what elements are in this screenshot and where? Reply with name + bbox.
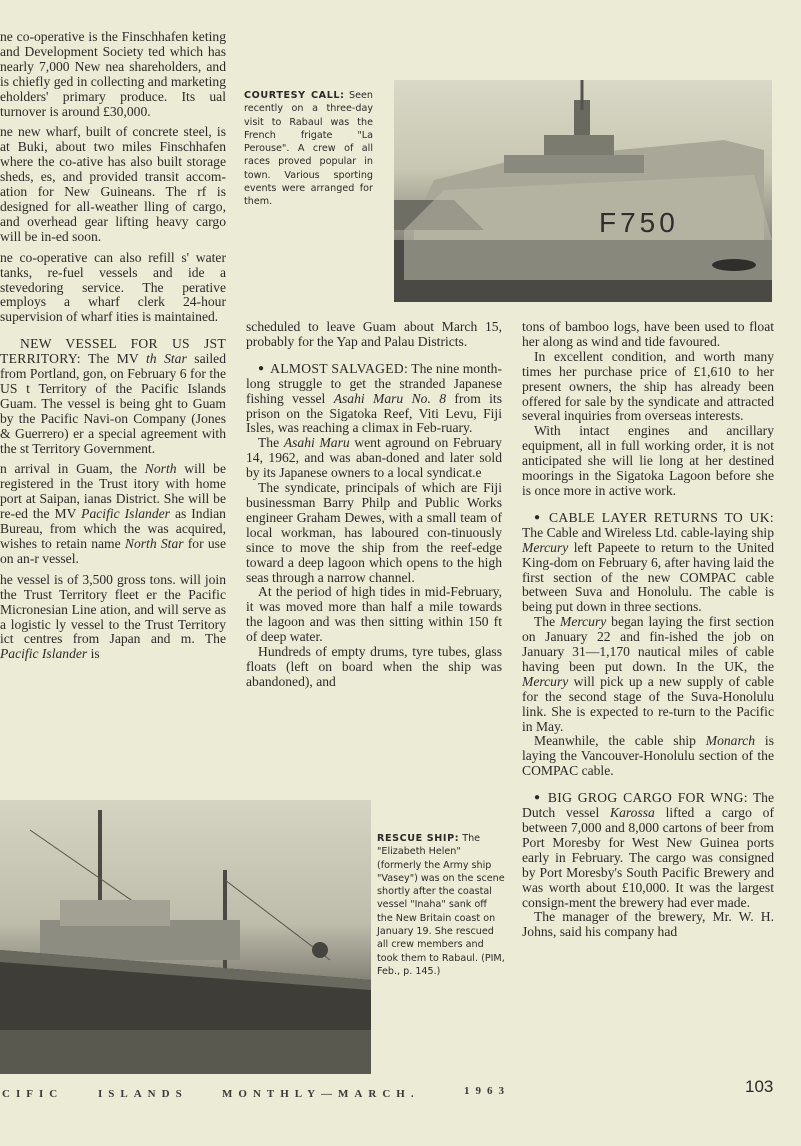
- photo-caption-rescue-ship: RESCUE SHIP: The "Elizabeth Helen" (formerly the Army ship "Vasey") was on the scene shortly after the coastal vessel "Inaha" sank off the New Britain coast on January 19. She rescued all crew members and took them to Rabaul. (PIM, Feb., p. 145.): [377, 833, 505, 977]
- paragraph: The Mercury began laying the first section on January 22 and fin-ished the job on January 31—1,170 nautical miles of cable having been put down. In the UK, the Mercury will pick up a new supply of cable for the second stage of the Suva-Honolulu link. She is expected to re-turn to the Pacific in May.: [522, 614, 774, 734]
- paragraph: ne new wharf, built of concrete steel, is at Buki, about two miles Finschhafen where the co-ative has also built storage sheds, es, and provided transit accom-ation for New Guineans. The rf is designed for all-weather lling of cargo, and overhead gear lifting heavy cargo will be in-ed soon.: [0, 124, 226, 244]
- frigate-illustration: [394, 80, 772, 302]
- paragraph: ● BIG GROG CARGO FOR WNG: The Dutch vessel Karossa lifted a cargo of between 7,000 and 8,000 cartons of beer from Port Moresby for West New Guinea ports early in February. The cargo was consigned by Port Moresby's South Pacific Brewery and was worth about £10,000. It was the largest consign-ment the brewery had ever made.: [522, 790, 774, 910]
- caption-label: COURTESY CALL:: [244, 90, 345, 101]
- section-heading: CABLE LAYER RETURNS TO UK:: [549, 509, 774, 525]
- bullet-icon: ●: [534, 792, 542, 804]
- paragraph: scheduled to leave Guam about March 15, probably for the Yap and Palau Districts.: [246, 319, 502, 349]
- paragraph: tons of bamboo logs, have been used to float her along as wind and tide favoured.: [522, 319, 774, 349]
- paragraph: In excellent condition, and worth many times her purchase price of £1,610 to her present owners, the ship has already been offered for sale by the syndicate and attracted several inquiries from overseas interests.: [522, 348, 774, 424]
- section-heading: ALMOST SALVAGED:: [270, 360, 409, 376]
- paragraph: ne co-operative can also refill s' water tanks, re-fuel vessels and ide a stevedoring service. The perative employs a wharf clerk 24-hour supervision of wharf ities is maintained.: [0, 249, 226, 325]
- rescue-ship-photo: [0, 800, 371, 1074]
- paragraph: ne co-operative is the Finschhafen keting and Development Society ted which has nearly 7,000 New nea shareholders, and is chiefly ged in collecting and marketing eholders' primary produce. Its ual turnover is around £30,000.: [0, 29, 226, 119]
- paragraph: The manager of the brewery, Mr. W. H. Johns, said his company had: [522, 909, 774, 940]
- paragraph: NEW VESSEL FOR US JST TERRITORY: The MV th Star sailed from Portland, gon, on February 6 for the US t Territory of the Pacific Islands Guam. The vessel is being ght to Guam by the Pacific Navi-on Company (Jones & Guerrero) er a special agreement with the st Territory Government.: [0, 336, 226, 456]
- article-column-3: [522, 320, 774, 940]
- paragraph: he vessel is of 3,500 gross tons. will join the Trust Territory fleet er the Pacific Micronesian Line ation, and will serve as a logistic ly vessel to the Trust Territory ict centres from Japan and m. The Pacific Islander is: [0, 571, 226, 662]
- paragraph: At the period of high tides in mid-February, it was moved more than half a mile towards the lagoon and was then sitting within 150 ft of deep water.: [246, 584, 502, 645]
- paragraph: Meanwhile, the cable ship Monarch is laying the Vancouver-Honolulu section of the COMPAC cable.: [522, 733, 774, 779]
- photo-caption-courtesy-call: COURTESY CALL: Seen recently on a three-day visit to Rabaul was the French frigate "La Perouse". A crew of all races proved popular in town. Various sporting events were arranged for them.: [244, 90, 374, 208]
- article-column-2: [246, 320, 502, 690]
- article-column-1: [0, 30, 226, 662]
- bullet-icon: ●: [258, 362, 265, 374]
- paragraph: ● CABLE LAYER RETURNS TO UK: The Cable and Wireless Ltd. cable-laying ship Mercury left Papeete to return to the United King-dom on February 6, after having laid the first section of the new COMPAC cable between Suva and Honolulu. The cable is being put down in three sections.: [522, 509, 774, 615]
- bullet-icon: ●: [534, 511, 544, 523]
- section-heading: BIG GROG CARGO FOR WNG:: [547, 790, 748, 806]
- page-number: 103: [745, 1077, 774, 1096]
- paragraph: n arrival in Guam, the North will be registered in the Trust itory with home port at Saipan, ianas District. She will be re-ed the MV Pacific Islander as Indian Bureau, from which the was acquired, wishes to retain name North Star for use on an-r vessel.: [0, 461, 226, 566]
- footer-title-part: MONTHLY—MARCH.: [222, 1088, 420, 1100]
- footer-year: 1963: [464, 1085, 510, 1097]
- frigate-photo: [394, 80, 772, 302]
- paragraph: Hundreds of empty drums, tyre tubes, glass floats (left on board when the ship was abandoned), and: [246, 644, 502, 689]
- paragraph: ● ALMOST SALVAGED: The nine month-long struggle to get the stranded Japanese fishing vessel Asahi Maru No. 8 from its prison on the Sigatoka Reef, Viti Levu, Fiji Isles, was reaching a climax in Feb-ruary.: [246, 360, 502, 436]
- footer-title-part: CIFIC: [2, 1088, 64, 1100]
- page-footer: [0, 1083, 801, 1113]
- footer-title-part: ISLANDS: [98, 1088, 188, 1100]
- paragraph: The Asahi Maru went aground on February 14, 1962, and was aban-doned and later sold by its Japanese owners to a local syndicat.e: [246, 435, 502, 481]
- caption-label: RESCUE SHIP:: [377, 833, 460, 844]
- section-heading: NEW VESSEL FOR US JST TERRITORY:: [0, 336, 226, 367]
- rescue-ship-illustration: [0, 800, 371, 1074]
- hull-number: F750: [599, 207, 679, 238]
- paragraph: With intact engines and ancillary equipment, all in full working order, it is not anticipated she will lie long at her destined moorings in the Sigatoka Lagoon before she is once more in active work.: [522, 423, 774, 498]
- paragraph: The syndicate, principals of which are Fiji businessman Barry Philp and Public Works engineer Graham Dewes, with a small team of local workman, has laboured con-tinuously since to move the ship from the reef-edge toward a deep lagoon which opens to the high seas through a narrow channel.: [246, 480, 502, 585]
